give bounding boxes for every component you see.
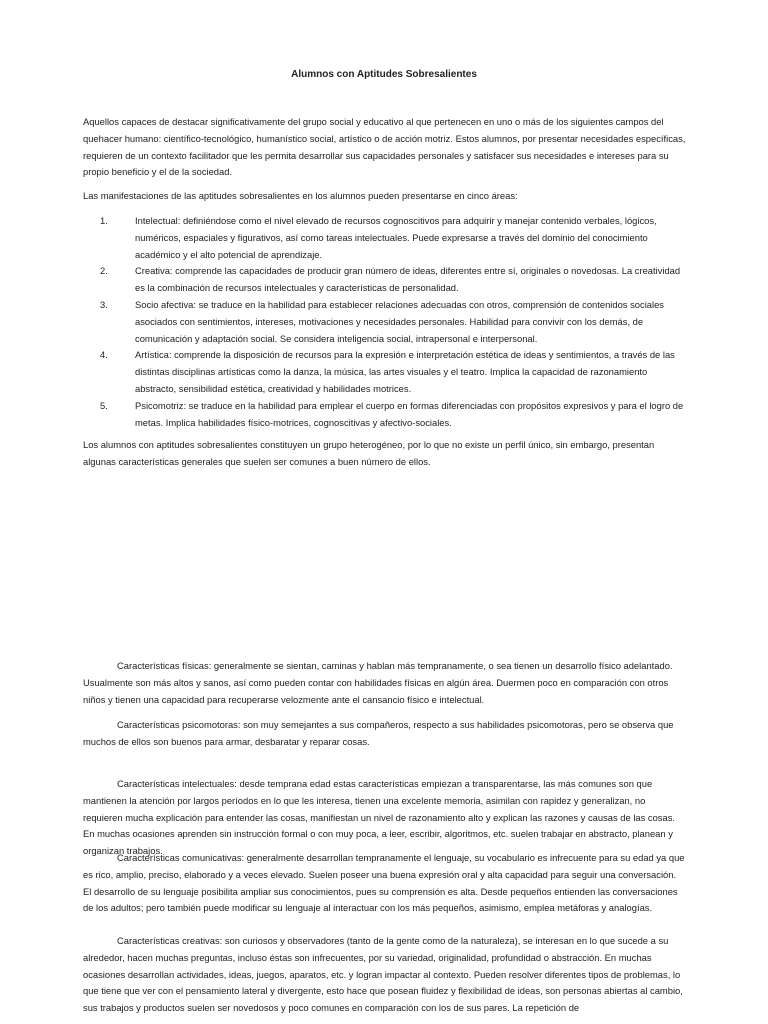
list-item-number: 5. xyxy=(100,399,108,411)
caracteristicas-intelectuales-paragraph: Características intelectuales: desde temprana edad estas características empiezan a transparentarse, las más comunes son que mantienen la atención por largos períodos en lo que les interesa, tienen una excelente memoria, asimilan con rapidez y generalizan, no requieren mucha explicación para entender las cosas, manifiestan un nivel de razonamiento alto y explican las razones y causas de las cosas. En muchas ocasiones aprenden sin instrucción formal o con muy poca, a leer, escribir, algoritmos, etc. suelen trabajar en abstracto, planean y organizan trabajos. xyxy=(83,778,675,857)
list-item-text: Psicomotriz: se traduce en la habilidad para emplear el cuerpo en formas diferenciadas con propósitos expresivos y para el logro de metas. Implica habilidades físico-motrices, cognoscitivas y afectivo-sociales. xyxy=(135,399,684,428)
document-title: Alumnos con Aptitudes Sobresalientes xyxy=(291,69,477,80)
list-item-number: 1. xyxy=(100,215,108,226)
closing-paragraph xyxy=(83,437,686,471)
intro-paragraph xyxy=(83,114,686,181)
list-item-text: Intelectual: definiéndose como el nivel elevado de recursos cognoscitivos para adquirir y manejar contenido verbales, lógicos, numéricos, espaciales y figurativos, así como tareas intelectuales. Puede expresarse a través del dominio del conocimiento académico y el alto potencial de aprendizaje. xyxy=(135,215,657,260)
list-item-text: Socio afectiva: se traduce en la habilidad para establecer relaciones adecuadas con otros, comprensión de contenidos sociales asociados con sentimientos, intereses, motivaciones y necesidades personales. Habilidad para convivir con los demás, de comunicación y adaptación social. Se considera inteligencia social, intrapersonal e interpersonal. xyxy=(135,298,664,344)
areas-list xyxy=(83,213,686,431)
list-item xyxy=(83,347,686,397)
caracteristicas-fisicas-paragraph: Características físicas: generalmente se sientan, caminas y hablan más tempranamente, o sea tienen un desarrollo físico adelantado. Usualmente son más altos y sanos, así como pueden contar con habilidades físicas en algún área. Duermen poco en comparación con otros niños y tienen una capacidad para recuperarse velozmente ante el cansancio físico e intelectual. xyxy=(83,660,673,705)
intro-text: Aquellos capaces de destacar significativamente del grupo social y educativo al que pertenecen en uno o más de los siguientes campos del quehacer humano: científico-tecnológico, humanístico social, artístico o de acción motriz. Estos alumnos, por presentar necesidades específicas, requieren de un contexto facilitador que les permita desarrollar sus capacidades personales y satisfacer sus necesidades e intereses para su propio beneficio y el de la sociedad. xyxy=(83,116,686,178)
closing-text: Los alumnos con aptitudes sobresalientes constituyen un grupo heterogéneo, por lo que no existe un perfil único, sin embargo, presentan algunas características generales que suelen ser comunes a buen número de ellos. xyxy=(83,439,655,467)
list-item-text: Artística: comprende la disposición de recursos para la expresión e interpretación estética de ideas y sentimientos, a través de las distintas disciplinas artísticas como la danza, la música, las artes visuales y el teatro. Implica la capacidad de razonamiento abstracto, sensibilidad estética, creatividad y habilidades motrices. xyxy=(135,349,675,394)
manifestaciones-paragraph xyxy=(83,188,686,205)
list-item xyxy=(83,213,686,263)
caracteristicas-creativas-paragraph: Características creativas: son curiosos y observadores (tanto de la gente como de la naturaleza), se interesan en lo que sucede a su alrededor, hacen muchas preguntas, incluso éstas son infrecuentes, por su variedad, originalidad, profundidad o abstracción. En muchas ocasiones desarrollan actividades, ideas, juegos, aparatos, etc. y logran impactar al contexto. Pueden resolver diferentes tipos de problemas, lo que tiene que ver con el pensamiento lateral y divergente, esto hace que posean fluidez y flexibilidad de ideas, son personas abiertas al cambio, sus trabajos y productos suelen ser novedosos y poco comunes en comparación con los de sus pares. La repetición de xyxy=(83,935,683,1014)
manifestaciones-text: Las manifestaciones de las aptitudes sobresalientes en los alumnos pueden presentarse en cinco áreas: xyxy=(83,190,518,201)
list-item-text: Creativa: comprende las capacidades de producir gran número de ideas, diferentes entre sí, originales o novedosas. La creatividad es la combinación de recursos intelectuales y características de personalidad. xyxy=(135,265,681,294)
list-item xyxy=(83,297,686,347)
caracteristicas-psicomotoras-paragraph: Características psicomotoras: son muy semejantes a sus compañeros, respecto a sus habilidades psicomotoras, pero se observa que muchos de ellos son buenos para armar, desbaratar y reparar cosas. xyxy=(83,719,674,747)
caracteristicas-comunicativas-paragraph: Características comunicativas: generalmente desarrollan tempranamente el lenguaje, su vocabulario es infrecuente para su edad ya que es rico, amplio, preciso, elaborado y a veces elevado. Suelen poseer una buena expresión oral y alta capacidad para seguir una conversación. El desarrollo de su lenguaje posibilita ampliar sus conocimientos, pues su comprensión es alta. Desde pequeños entienden las conversaciones de los adultos; pero también puede modificar su lenguaje al interactuar con los más pequeños, asimismo, emplea metáforas y analogías. xyxy=(83,852,685,914)
list-item-number: 4. xyxy=(100,349,108,361)
list-item xyxy=(83,263,686,297)
list-item-number: 2. xyxy=(100,265,108,277)
list-item xyxy=(83,398,686,432)
list-item-number: 3. xyxy=(100,298,108,310)
